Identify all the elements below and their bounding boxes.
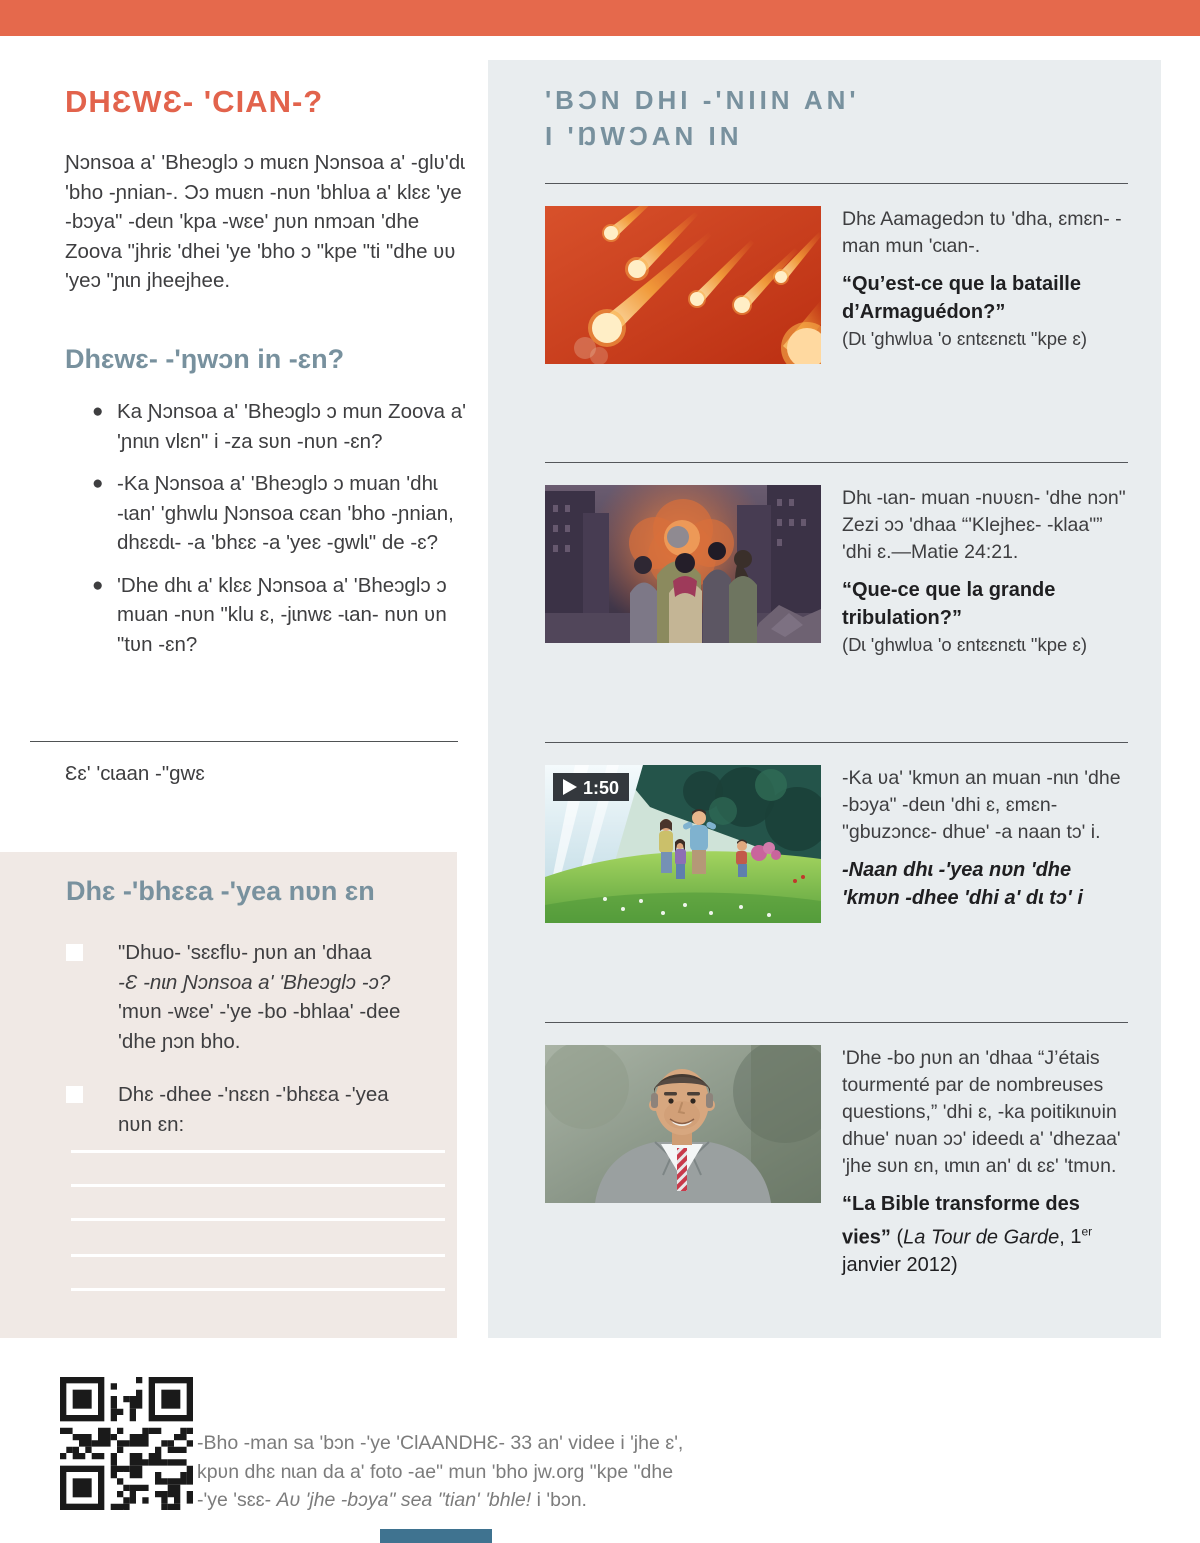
checklist-item-text [118, 938, 426, 1056]
media-row-armageddon [545, 183, 1128, 364]
question-text: -Ka Ɲɔnsoa a' 'Bheɔglɔ ɔ muan 'dhɩ -ɩan' 'ghwlu Ɲɔnsoa cɛan 'bho -ɲnian, dhɛɛdɩ- -a 'bhɛɛ -a 'yeɛ -gwlɩ" de -ɛ? [117, 472, 454, 554]
qr-code [60, 1377, 193, 1510]
list-item [65, 469, 467, 558]
row-text [842, 206, 1128, 364]
row-description: 'Dhe -bo ɲʋn an 'dhaa “J’étais tourmenté par de nombreuses questions,” 'dhi ɛ, -ka poitikɩnʋin dhue' nʋan ɔɔ' ideedɩ a' 'dhezaa' 'jhe sʋn ɛn, ɩmɩn an' dɩ ɛɛ' 'tmʋn. [842, 1047, 1121, 1177]
row-divider [545, 742, 1128, 743]
magazine-name: La Tour de Garde [903, 1226, 1060, 1249]
bullet-icon: ● [92, 473, 104, 494]
footer-line: kpʋn dhɛ nɩan da a' foto -ae" mun 'bho jw.org "kpe "dhe [197, 1460, 674, 1483]
line-italic: -Ɛ -nɩn Ɲɔnsoa a' 'Bheɔglɔ -ɔ? [118, 970, 391, 994]
checklist-item-text: Dhɛ -dhee -'nɛɛn -'bhɛɛa -'yea nʋn ɛn: [118, 1083, 389, 1136]
bullet-icon: ● [92, 401, 104, 422]
brochure-title: Aʋ 'jhe -bɔya" sea "tian' 'bhle! [276, 1489, 532, 1511]
availability-note: (Dɩ 'ghwlʋa 'o ɛntɛɛnɛtɩ "kpe ɛ) [842, 328, 1088, 349]
article-reference[interactable]: “La Bible transforme des vies” (La Tour de Garde, 1er janvier 2012) [842, 1193, 1093, 1276]
question-text: 'Dhe dhɩ a' klɛɛ Ɲɔnsoa a' 'Bheɔglɔ ɔ muan -nʋn "klu ɛ, -jɩnwɛ -ɩan- nʋn ʋn "tʋn -ɛn? [117, 573, 447, 656]
checklist-item [66, 938, 426, 1056]
checkbox[interactable] [66, 1086, 83, 1103]
media-panel [488, 60, 1161, 1338]
row-divider [545, 1022, 1128, 1023]
row-description: Dhɛ Aamagedɔn tʋ 'dha, ɛmɛn- -man mun 'cɩan-. [842, 208, 1122, 257]
questions-heading: Dhɛwɛ- -'ŋwɔn in -ɛn? [65, 344, 345, 374]
bottom-accent-bar [380, 1529, 492, 1543]
row-text [842, 765, 1128, 923]
tribulation-family-image [545, 485, 821, 643]
bullet-icon: ● [92, 574, 104, 596]
row-divider [545, 462, 1128, 463]
answer-line[interactable] [71, 1184, 445, 1187]
media-row-tribulation [545, 462, 1128, 658]
line: 'dhe ɲɔn bho. [118, 1029, 241, 1053]
top-accent-bar [0, 0, 1200, 36]
intro-paragraph: Ɲɔnsoa a' 'Bheɔglɔ ɔ muɛn Ɲɔnsoa a' -glʋ'dɩ 'bho -ɲnian-. Ɔɔ muɛn -nʋn 'bhlʋa a' klɛɛ 'ye -bɔya" -deɩn 'kpa -wɛe' ɲʋn nmɔan 'dhe Zoova "jhriɛ 'dhei 'ye 'bho ɔ "kpe "ti "dhe ʋʋ 'yeɔ "ɲɩn jheejhee. [65, 151, 465, 292]
video-play-badge[interactable] [553, 773, 629, 801]
list-item [65, 397, 467, 456]
panel-heading-line2: I 'ŊWƆAN IN [545, 121, 743, 151]
row-text [842, 485, 1128, 658]
media-row-life-story [545, 1022, 1128, 1279]
video-title-link[interactable]: -Naan dhɩ -'yea nʋn 'dhe 'kmʋn -dhee 'dhi a' dɩ tɔ' i [842, 859, 1083, 909]
answer-line[interactable] [71, 1218, 445, 1221]
footer-line: -Bho -man sa 'bɔn -'ye 'CƖAANDHƐ- 33 an' videe i 'jhe ɛ', [197, 1432, 684, 1454]
row-description: Dhɩ -ɩan- muan -nʋʋɛn- 'dhe nɔn" Zezi ɔɔ 'dhaa “'Klejheɛ- -klaa"” 'dhi ɛ.—Matie 24:21. [842, 487, 1126, 563]
paradise-video-thumbnail[interactable] [545, 765, 821, 923]
line: "Dhuo- 'sɛɛflʋ- ɲʋn an 'dhaa [118, 941, 372, 964]
footnote-text: Ɛɛ' 'cɩaan -"gwɛ [65, 762, 205, 785]
page-title: DHƐWƐ- 'CƖAN-? [65, 84, 324, 119]
article-link[interactable]: “Qu’est-ce que la bataille d’Armaguédon?” [842, 273, 1081, 323]
question-text: Ka Ɲɔnsoa a' 'Bheɔglɔ ɔ mun Zoova a' 'ɲnɩn vlɛn" i -za sʋn -nʋn -ɛn? [117, 400, 467, 453]
row-description: -Ka ʋa' 'kmʋn an muan -nɩn 'dhe -bɔya" -deɩn 'dhi ɛ, ɛmɛn- "gbuzɔncɛ- dhue' -a naan tɔ' i. [842, 767, 1121, 843]
media-row-video [545, 742, 1128, 923]
row-divider [545, 183, 1128, 184]
checklist-heading: Dhɛ -'bhɛɛa -'yea nʋn ɛn [66, 876, 375, 906]
line: 'mʋn -wɛe' -'ye -bo -bhlaa' -dee [118, 1000, 401, 1023]
row-text [842, 1045, 1128, 1279]
smiling-man-portrait-image [545, 1045, 821, 1203]
questions-list [65, 397, 467, 672]
footer-line: -'ye 'sɛɛ- Aʋ 'jhe -bɔya" sea "tian' 'bhle! i 'bɔn. [197, 1489, 587, 1511]
issue-date: 1er janvier 2012) [842, 1224, 1093, 1276]
availability-note: (Dɩ 'ghwlʋa 'o ɛntɛɛnɛtɩ "kpe ɛ) [842, 634, 1088, 655]
answer-line[interactable] [71, 1288, 445, 1291]
checklist-item [66, 1080, 426, 1139]
section-divider [30, 741, 458, 742]
panel-heading [545, 82, 860, 154]
armageddon-meteors-image [545, 206, 821, 364]
checklist-panel [0, 852, 457, 1338]
panel-heading-line1: 'BƆN DHƖ -'NƖƖN AN' [545, 85, 860, 115]
reference-title: “La Bible transforme des vies” [842, 1193, 1080, 1249]
checkbox[interactable] [66, 944, 83, 961]
list-item [65, 571, 467, 660]
video-duration: 1:50 [583, 778, 620, 798]
answer-line[interactable] [71, 1150, 445, 1153]
article-link[interactable]: “Que-ce que la grande tribulation?” [842, 579, 1056, 629]
answer-line[interactable] [71, 1254, 445, 1257]
footer-instructions [197, 1429, 683, 1515]
